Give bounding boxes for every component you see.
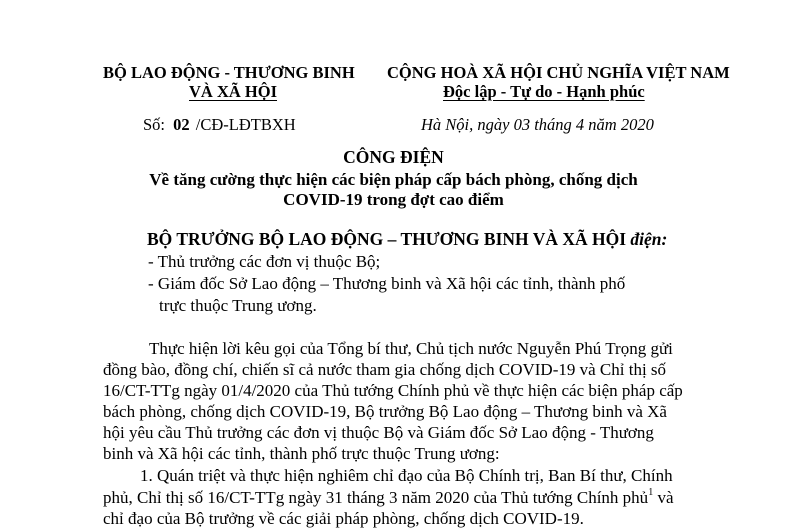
body-line: đồng bào, đồng chí, chiến sĩ cả nước tham gia chống dịch COVID-19 và Chỉ thị số <box>103 360 667 379</box>
recipient-item: - Thủ trưởng các đơn vị thuộc Bộ; <box>148 252 381 271</box>
national-title: CỘNG HOÀ XÃ HỘI CHỦ NGHĨA VIỆT NAM <box>387 63 730 82</box>
document-number <box>143 115 296 135</box>
item1-line-tail: và <box>653 488 674 507</box>
document-title: CÔNG ĐIỆN <box>343 147 444 167</box>
body-line: binh và Xã hội các tỉnh, thành phố trực thuộc Trung ương: <box>103 444 500 463</box>
document-number-suffix: /CĐ-LĐTBXH <box>195 115 296 134</box>
item1-line: chỉ đạo của Bộ trưởng về các giải pháp phòng, chống dịch COVID-19. <box>103 509 584 528</box>
recipient-item: - Giám đốc Sở Lao động – Thương binh và Xã hội các tỉnh, thành phố <box>148 274 626 293</box>
item1-line <box>103 487 673 508</box>
footnote-marker[interactable]: 1 <box>648 487 654 499</box>
national-motto: Độc lập - Tự do - Hạnh phúc <box>443 82 645 101</box>
document-subtitle-line2: COVID-19 trong đợt cao điểm <box>283 190 504 209</box>
document-subtitle-line1: Về tăng cường thực hiện các biện pháp cấp bách phòng, chống dịch <box>149 170 638 189</box>
document-number-label: Số: <box>143 115 166 134</box>
item1-line-text: phủ, Chỉ thị số 16/CT-TTg ngày 31 tháng 3 năm 2020 của Thủ tướng Chính phủ <box>103 488 649 507</box>
body-line: bách phòng, chống dịch COVID-19, Bộ trưởng Bộ Lao động – Thương binh và Xã <box>103 402 667 421</box>
minister-title: BỘ TRƯỞNG BỘ LAO ĐỘNG – THƯƠNG BINH VÀ XÃ HỘI <box>147 229 627 249</box>
issuer-name-line1: BỘ LAO ĐỘNG - THƯƠNG BINH <box>103 63 355 82</box>
issue-date: Hà Nội, ngày 03 tháng 4 năm 2020 <box>421 115 654 134</box>
minister-telegram-word: điện: <box>626 229 668 249</box>
body-line: hội yêu cầu Thủ trưởng các đơn vị thuộc Bộ và Giám đốc Sở Lao động - Thương <box>103 423 654 442</box>
item1-line: 1. Quán triệt và thực hiện nghiêm chỉ đạo của Bộ Chính trị, Ban Bí thư, Chính <box>140 466 673 485</box>
recipient-item: trực thuộc Trung ương. <box>159 296 317 315</box>
issuer-name-line2: VÀ XÃ HỘI <box>189 82 278 101</box>
minister-line <box>147 229 667 250</box>
body-line: 16/CT-TTg ngày 01/4/2020 của Thủ tướng Chính phủ về thực hiện các biện pháp cấp <box>103 381 683 400</box>
document-number-value: 02 <box>173 115 190 134</box>
body-line: Thực hiện lời kêu gọi của Tổng bí thư, Chủ tịch nước Nguyễn Phú Trọng gửi <box>149 339 673 358</box>
